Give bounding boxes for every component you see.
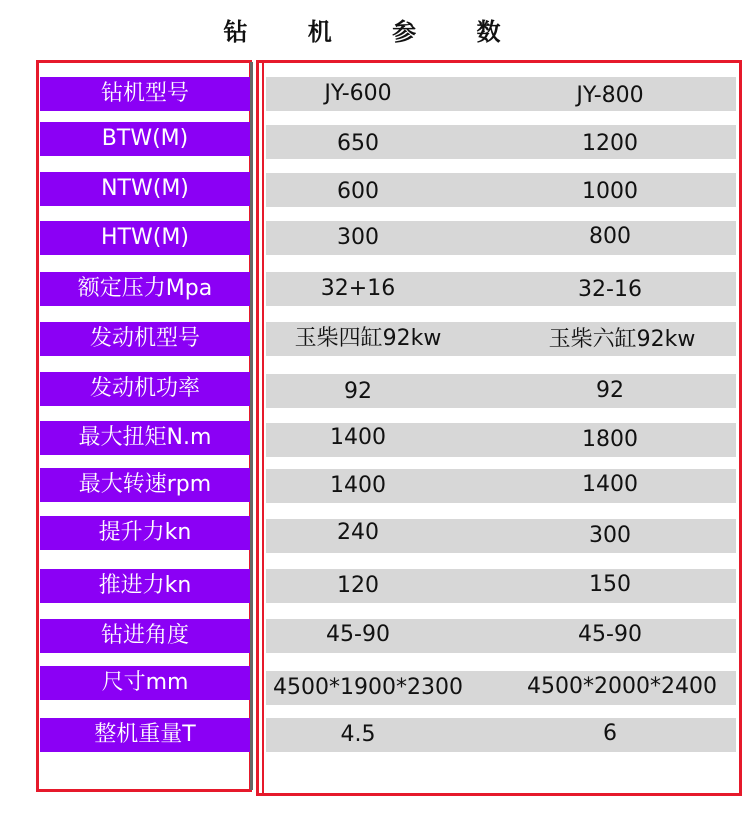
value-jy600: 45-90: [326, 622, 390, 647]
value-jy800: 800: [589, 224, 631, 249]
value-jy800: 玉柴六缸92kw: [548, 327, 696, 352]
value-jy800: 4500*2000*2400: [527, 674, 717, 699]
page-title: 钻 机 参 数: [223, 18, 527, 46]
value-jy600: 4.5: [340, 722, 376, 747]
param-label: HTW(M): [40, 221, 250, 255]
value-jy600: 120: [337, 573, 379, 598]
param-label: BTW(M): [40, 122, 250, 156]
value-jy800: 150: [589, 572, 631, 597]
value-jy600: 1400: [330, 473, 386, 498]
param-label: 整机重量T: [40, 718, 250, 752]
value-jy800: 32-16: [578, 277, 642, 302]
value-jy600: 650: [337, 131, 379, 156]
param-label: 钻机型号: [40, 77, 250, 111]
value-jy600: JY-600: [324, 81, 392, 106]
param-label: NTW(M): [40, 172, 250, 206]
value-jy800: 6: [603, 721, 617, 746]
param-label: 最大转速rpm: [40, 468, 250, 502]
value-jy800: 1000: [582, 179, 638, 204]
value-jy600: 600: [337, 179, 379, 204]
param-label: 提升力kn: [40, 516, 250, 550]
value-jy800: 92: [596, 378, 624, 403]
value-jy800: 1800: [582, 427, 638, 452]
value-jy600: 92: [344, 379, 372, 404]
value-jy800: 300: [589, 523, 631, 548]
param-label: 额定压力Mpa: [40, 272, 250, 306]
param-label: 推进力kn: [40, 569, 250, 603]
param-label: 发动机功率: [40, 372, 250, 406]
value-jy800: 1400: [582, 472, 638, 497]
param-label: 最大扭矩N.m: [40, 421, 250, 455]
value-jy600: 32+16: [320, 276, 396, 301]
value-jy600: 1400: [330, 425, 386, 450]
value-jy600: 4500*1900*2300: [273, 675, 463, 700]
value-jy800: 1200: [582, 131, 638, 156]
value-jy800: JY-800: [576, 83, 644, 108]
value-jy600: 玉柴四缸92kw: [294, 326, 442, 351]
param-label: 发动机型号: [40, 322, 250, 356]
param-label: 钻进角度: [40, 619, 250, 653]
value-jy600: 300: [337, 225, 379, 250]
param-label: 尺寸mm: [40, 666, 250, 700]
value-jy600: 240: [337, 520, 379, 545]
value-jy800: 45-90: [578, 622, 642, 647]
